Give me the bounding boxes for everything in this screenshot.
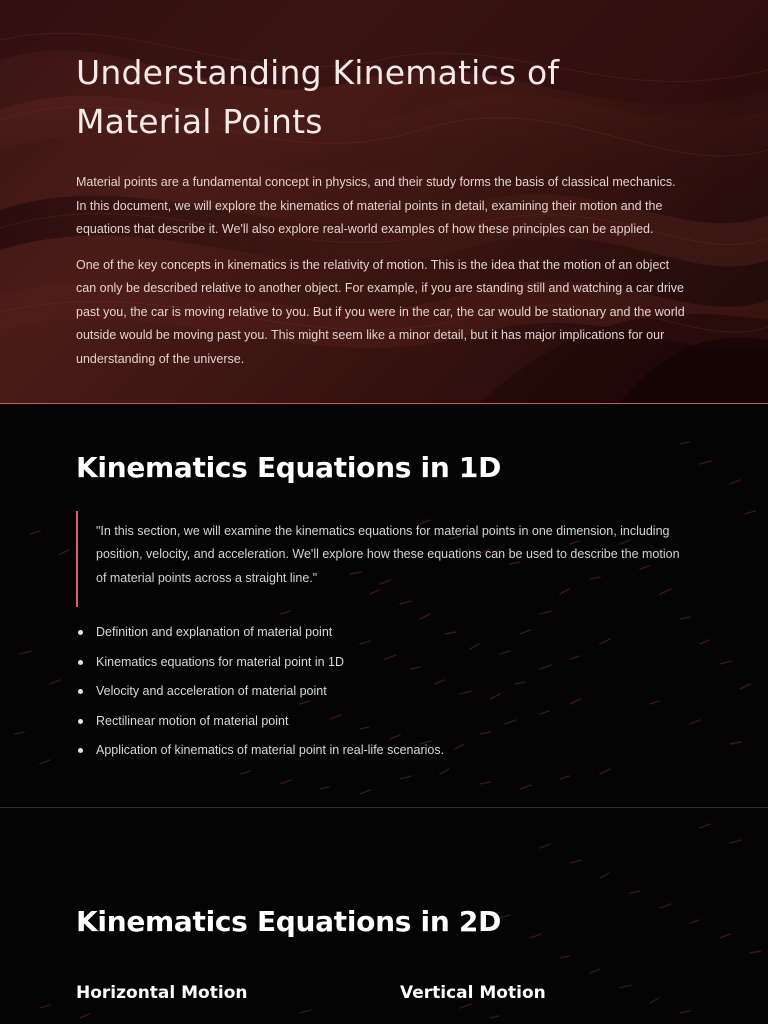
intro-paragraph: Material points are a fundamental concept in physics, and their study forms the basis of classical mechanics. In this document, we will explore the kinematics of material points in detail, examining their motion and the equations that describe it. We'll also explore real-world examples of how these principles can be applied.	[76, 175, 676, 236]
list-item-text: Kinematics equations for material point in 1D	[96, 654, 345, 669]
section-1d-quote-text: "In this section, we will examine the kinematics equations for material points in one dimension, including position, velocity, and acceleration. We'll explore how these equations can be used to describe the motion of material points across a straight line."	[96, 524, 680, 585]
section-1d-bullet-list	[76, 618, 688, 766]
bullet-dot-icon	[78, 689, 83, 694]
list-item	[76, 736, 688, 766]
horizontal-motion-heading: Horizontal Motion	[76, 983, 248, 1003]
list-item-text: Rectilinear motion of material point	[96, 713, 289, 728]
list-item	[76, 648, 688, 678]
page-title-line-1: Understanding Kinematics of	[76, 53, 560, 92]
vertical-motion-heading: Vertical Motion	[400, 983, 546, 1003]
section-2d	[0, 808, 768, 1024]
section-1d-quote	[76, 511, 690, 607]
list-item	[76, 677, 688, 707]
list-item	[76, 707, 688, 737]
section-2d-heading: Kinematics Equations in 2D	[76, 905, 502, 938]
bullet-dot-icon	[78, 630, 83, 635]
hero-section	[0, 0, 768, 403]
bullet-dot-icon	[78, 660, 83, 665]
list-item-text: Velocity and acceleration of material point	[96, 684, 327, 699]
list-item-text: Definition and explanation of material point	[96, 625, 333, 639]
relativity-paragraph: One of the key concepts in kinematics is the relativity of motion. This is the idea that the motion of an object can only be described relative to another object. For example, if you are standing still and watching a car drive past you, the car is moving relative to you. But if you were in the car, the car would be stationary and the world outside would be moving past you. This might seem like a minor detail, but it has major implications for our understanding of the universe.	[76, 257, 685, 366]
list-item	[76, 618, 688, 648]
page-title	[76, 48, 688, 146]
hero-content	[76, 48, 688, 371]
page-title-line-2: Material Points	[76, 102, 323, 141]
bullet-dot-icon	[78, 748, 83, 753]
section-1d-heading: Kinematics Equations in 1D	[76, 451, 502, 484]
bullet-dot-icon	[78, 719, 83, 724]
section-1d	[0, 404, 768, 807]
list-item-text: Application of kinematics of material point in real-life scenarios.	[96, 743, 445, 758]
